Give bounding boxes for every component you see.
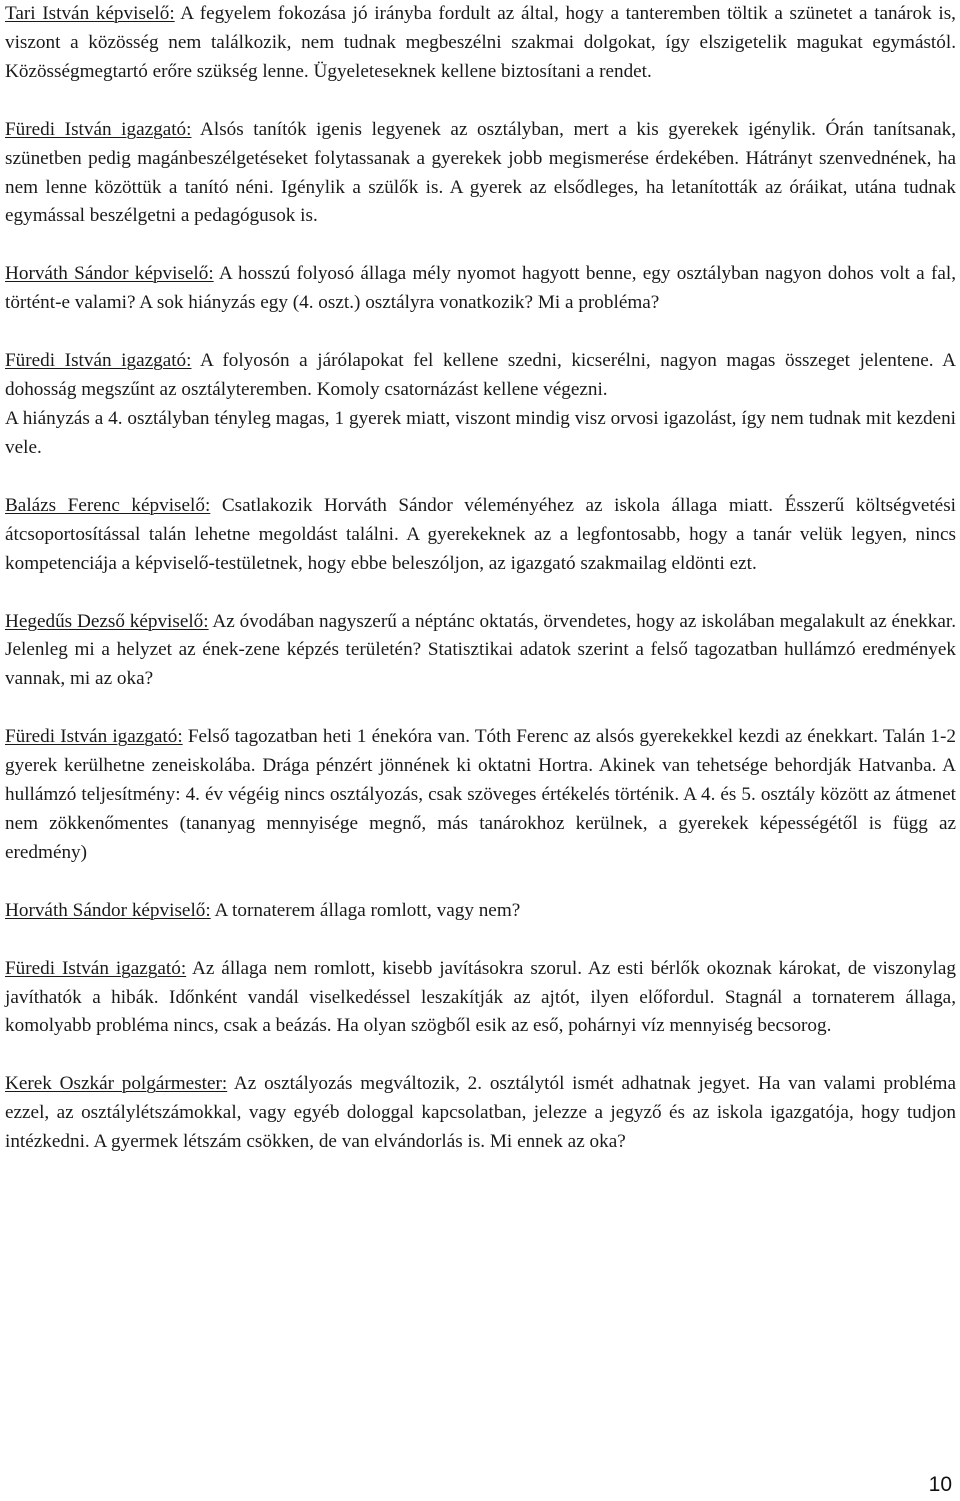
minutes-paragraph (5, 955, 956, 1042)
minutes-paragraph (5, 492, 956, 579)
paragraph-text: Csatlakozik Horváth Sándor véleményéhez az iskola állaga miatt. Ésszerű költségvetési átcsoportosítással talán lehetne megoldást találni. A gyerekeknek az a legfontosabb, hogy a tanár velük legyen, nincs kompetenciája a képviselő-testületnek, hogy ebbe beleszóljon, az igazgató szakmailag eldönti ezt. (5, 494, 956, 574)
paragraph-text: Alsós tanítók igenis legyenek az osztályban, mert a kis gyerekek igénylik. Órán tanítsanak, szünetben pedig magánbeszélgetéseket folytassanak a gyerekek jobb megismerése érdekében. Hátrányt szenvednének, ha nem lenne közöttük a tanító néni. Igénylik a szülők is. A gyerek az elsődleges, ha letanították az óráikat, utána tudnak egymással beszélgetni a pedagógusok is. (5, 118, 956, 227)
speaker-name: Balázs Ferenc képviselő: (5, 494, 211, 516)
minutes-paragraph (5, 1070, 956, 1157)
speaker-name: Füredi István igazgató: (5, 957, 187, 979)
speaker-name: Füredi István igazgató: (5, 118, 192, 140)
speaker-name: Füredi István igazgató: (5, 350, 192, 372)
paragraph-text: A fegyelem fokozása jó irányba fordult az által, hogy a tanteremben töltik a szünetet a tanárok is, viszont a közösség nem találkozik, nem tudnak megbeszélni szakmai dolgokat, így elszigetelik magukat egymástól. Közösségmegtartó erőre szükség lenne. Ügyeleteseknek kellene biztosítani a rendet. (5, 3, 956, 82)
speaker-name: Füredi István igazgató: (5, 726, 183, 748)
speaker-name: Horváth Sándor képviselő: (5, 899, 211, 921)
paragraph-text: A tornaterem állaga romlott, vagy nem? (210, 899, 521, 921)
document-page (5, 0, 956, 1186)
minutes-paragraph (5, 0, 956, 87)
paragraph-text: Az osztályozás megváltozik, 2. osztálytól ismét adhatnak jegyet. Ha van valami probléma ezzel, az osztálylétszámokkal, vagy egyéb dologgal kapcsolatban, jelezze a jegyző és az iskola igazgatója, hogy tudjon intézkedni. A gyermek létszám csökken, de van elvándorlás is. Mi ennek az oka? (5, 1073, 956, 1153)
speaker-name: Hegedűs Dezső képviselő: (5, 610, 209, 632)
minutes-paragraph (5, 608, 956, 695)
minutes-paragraph (5, 116, 956, 232)
paragraph-text: Az óvodában nagyszerű a néptánc oktatás, örvendetes, hogy az iskolában megalakult az énekkar. Jelenleg mi a helyzet az ének-zene képzés területén? Statisztikai adatok szerint a felső tagozatban hullámzó eredmények vannak, mi az oka? (5, 610, 956, 690)
minutes-paragraph (5, 347, 956, 405)
minutes-paragraph (5, 405, 956, 463)
paragraph-text: Felső tagozatban heti 1 énekóra van. Tóth Ferenc az alsós gyerekekkel kezdi az énekkart. Talán 1-2 gyerek kerülhetne zeneiskolába. Drága pénzért jönnének ki oktatni Hortra. Akinek van tehetsége behordják Hatvanba. A hullámzó teljesítmény: 4. év végéig nincs osztályozás, csak szöveges értékelés történik. A 4. és 5. osztály között az átmenet nem zökkenőmentes (tananyag mennyisége megnő, más tanárokhoz kerülnek, a gyerekek képességétől is függ az eredmény) (5, 726, 957, 863)
paragraph-text: A hosszú folyosó állaga mély nyomot hagyott benne, egy osztályban nagyon dohos volt a fal, történt-e valami? A sok hiányzás egy (4. oszt.) osztályra vonatkozik? Mi a probléma? (5, 263, 956, 314)
page-number: 10 (928, 1473, 952, 1496)
minutes-paragraph (5, 897, 956, 926)
paragraph-text: A folyosón a járólapokat fel kellene szedni, kicserélni, nagyon magas összeget jelentene. A dohosság megszűnt az osztályteremben. Komoly csatornázást kellene végezni. (5, 350, 956, 401)
speaker-name: Tari István képviselő: (5, 3, 175, 24)
minutes-paragraph (5, 723, 956, 868)
paragraph-text: A hiányzás a 4. osztályban tényleg magas, 1 gyerek miatt, viszont mindig visz orvosi igazolást, így nem tudnak mit kezdeni vele. (5, 407, 956, 458)
minutes-paragraph (5, 260, 956, 318)
paragraph-text: Az állaga nem romlott, kisebb javításokra szorul. Az esti bérlők okoznak károkat, de viszonylag javíthatók a hibák. Időnként vandál viselkedéssel leszakítják az ajtót, ilyen előfordul. Stagnál a tornaterem állaga, komolyabb probléma nincs, csak a beázás. Ha olyan szögből esik az eső, pohárnyi víz mennyiség becsorog. (5, 957, 956, 1037)
speaker-name: Kerek Oszkár polgármester: (5, 1073, 228, 1095)
speaker-name: Horváth Sándor képviselő: (5, 263, 214, 285)
